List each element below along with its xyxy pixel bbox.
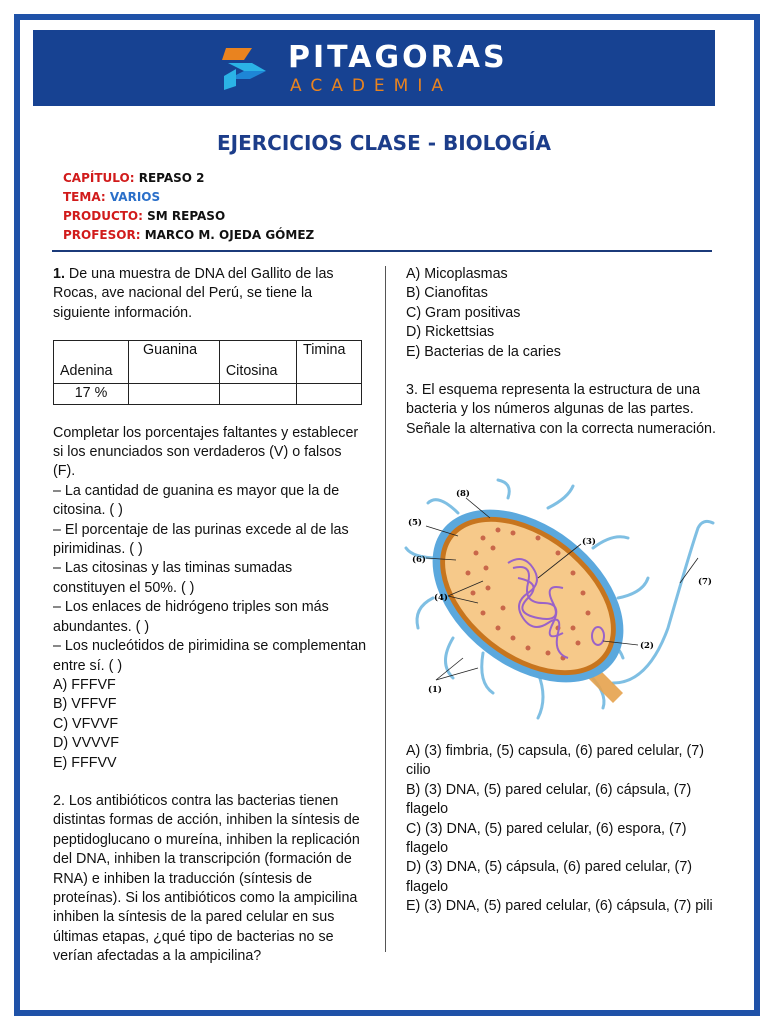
option: D) Rickettsias: [406, 324, 495, 341]
option: D) (3) DNA, (5) cápsula, (6) pared celular, (7) flagelo: [406, 859, 693, 895]
statement: – El porcentaje de las purinas excede al de las pirimidinas. ( ): [53, 521, 349, 558]
document-meta: [63, 169, 314, 245]
brand-name: PITAGORAS: [288, 40, 508, 75]
option: C) Gram positivas: [406, 304, 521, 321]
option: E) FFFVV: [53, 754, 117, 771]
option: D) VVVVF: [53, 735, 119, 752]
label-4: (4): [434, 593, 448, 603]
label-3: (3): [582, 537, 596, 547]
label-5: (5): [408, 518, 422, 528]
dna-table: [53, 340, 362, 404]
product-value: SM REPASO: [147, 209, 226, 223]
table-cell: [297, 384, 362, 404]
table-header: Timina: [297, 341, 362, 384]
statement: – Las citosinas y las timinas sumadas constituyen el 50%. ( ): [53, 560, 293, 596]
q1-intro: 1. De una muestra de DNA del Gallito de las Rocas, ave nacional del Perú, se tiene la siguiente información.: [53, 266, 334, 321]
option: C) (3) DNA, (5) pared celular, (6) espora, (7) flagelo: [406, 820, 687, 857]
pitagoras-logo-icon: [222, 46, 272, 92]
column-divider: [385, 266, 386, 952]
header-divider: [52, 250, 712, 252]
right-column: [406, 265, 716, 439]
q1-instructions: Completar los porcentajes faltantes y establecer si los enunciados son verdaderos (V) o falsos (F).: [53, 424, 359, 480]
topic-value: VARIOS: [109, 190, 161, 204]
q2-text: 2. Los antibióticos contra las bacterias tienen distintas formas de acción, inhiben la síntesis de peptidoglucano o mureína, inhiben la replicación del DNA, inhiben la transcripción (formación de RNA) e inhiben la traducción (síntesis de proteínas). Si los antibióticos como la ampicilina inhiben la síntesis de la pared celular en sus últimas etapas, ¿qué tipo de bacterias no se verían afectadas a la ampicilina?: [53, 792, 360, 965]
teacher-key: PROFESOR:: [63, 228, 141, 242]
q3-options: [406, 742, 716, 917]
label-7: (7): [698, 577, 712, 587]
table-header: Adenina: [54, 341, 129, 384]
option: B) (3) DNA, (5) pared celular, (6) cápsula, (7) flagelo: [406, 781, 692, 818]
label-1: (1): [428, 685, 442, 695]
statement: – Los enlaces de hidrógeno triples son más abundantes. ( ): [53, 599, 329, 635]
option: E) Bacterias de la caries: [406, 343, 561, 360]
teacher-value: MARCO M. OJEDA GÓMEZ: [144, 228, 315, 242]
table-cell: [129, 384, 220, 404]
table-header: Guanina: [129, 341, 220, 384]
topic-key: TEMA:: [63, 190, 106, 204]
option: B) VFFVF: [53, 696, 117, 713]
bacteria-diagram: [398, 478, 718, 740]
brand-subtitle: ACADEMIA: [290, 76, 452, 96]
product-key: PRODUCTO:: [63, 209, 143, 223]
statement: – Los nucleótidos de pirimidina se complementan entre sí. ( ): [53, 638, 367, 674]
label-8: (8): [456, 489, 470, 499]
chapter-key: CAPÍTULO:: [63, 171, 135, 185]
left-column: [53, 265, 367, 967]
option: E) (3) DNA, (5) pared celular, (6) cápsula, (7) pili: [406, 898, 713, 915]
table-cell: 17 %: [54, 384, 129, 404]
option: C) VFVVF: [53, 715, 119, 732]
label-6: (6): [412, 555, 426, 565]
option: B) Cianofitas: [406, 285, 488, 302]
chapter-value: REPASO 2: [138, 171, 205, 185]
table-header: Citosina: [219, 341, 296, 384]
option: A) Micoplasmas: [406, 266, 508, 282]
option: A) FFFVF: [53, 676, 116, 693]
option: A) (3) fimbria, (5) capsula, (6) pared celular, (7) cilio: [406, 743, 704, 779]
page-title: EJERCICIOS CLASE - BIOLOGÍA: [216, 131, 552, 155]
label-2: (2): [640, 641, 654, 651]
table-cell: [219, 384, 296, 404]
statement: – La cantidad de guanina es mayor que la de citosina. ( ): [53, 482, 340, 519]
q3-text: 3. El esquema representa la estructura de una bacteria y los números algunas de las partes. Señale la alternativa con la correcta numeración.: [406, 382, 716, 437]
